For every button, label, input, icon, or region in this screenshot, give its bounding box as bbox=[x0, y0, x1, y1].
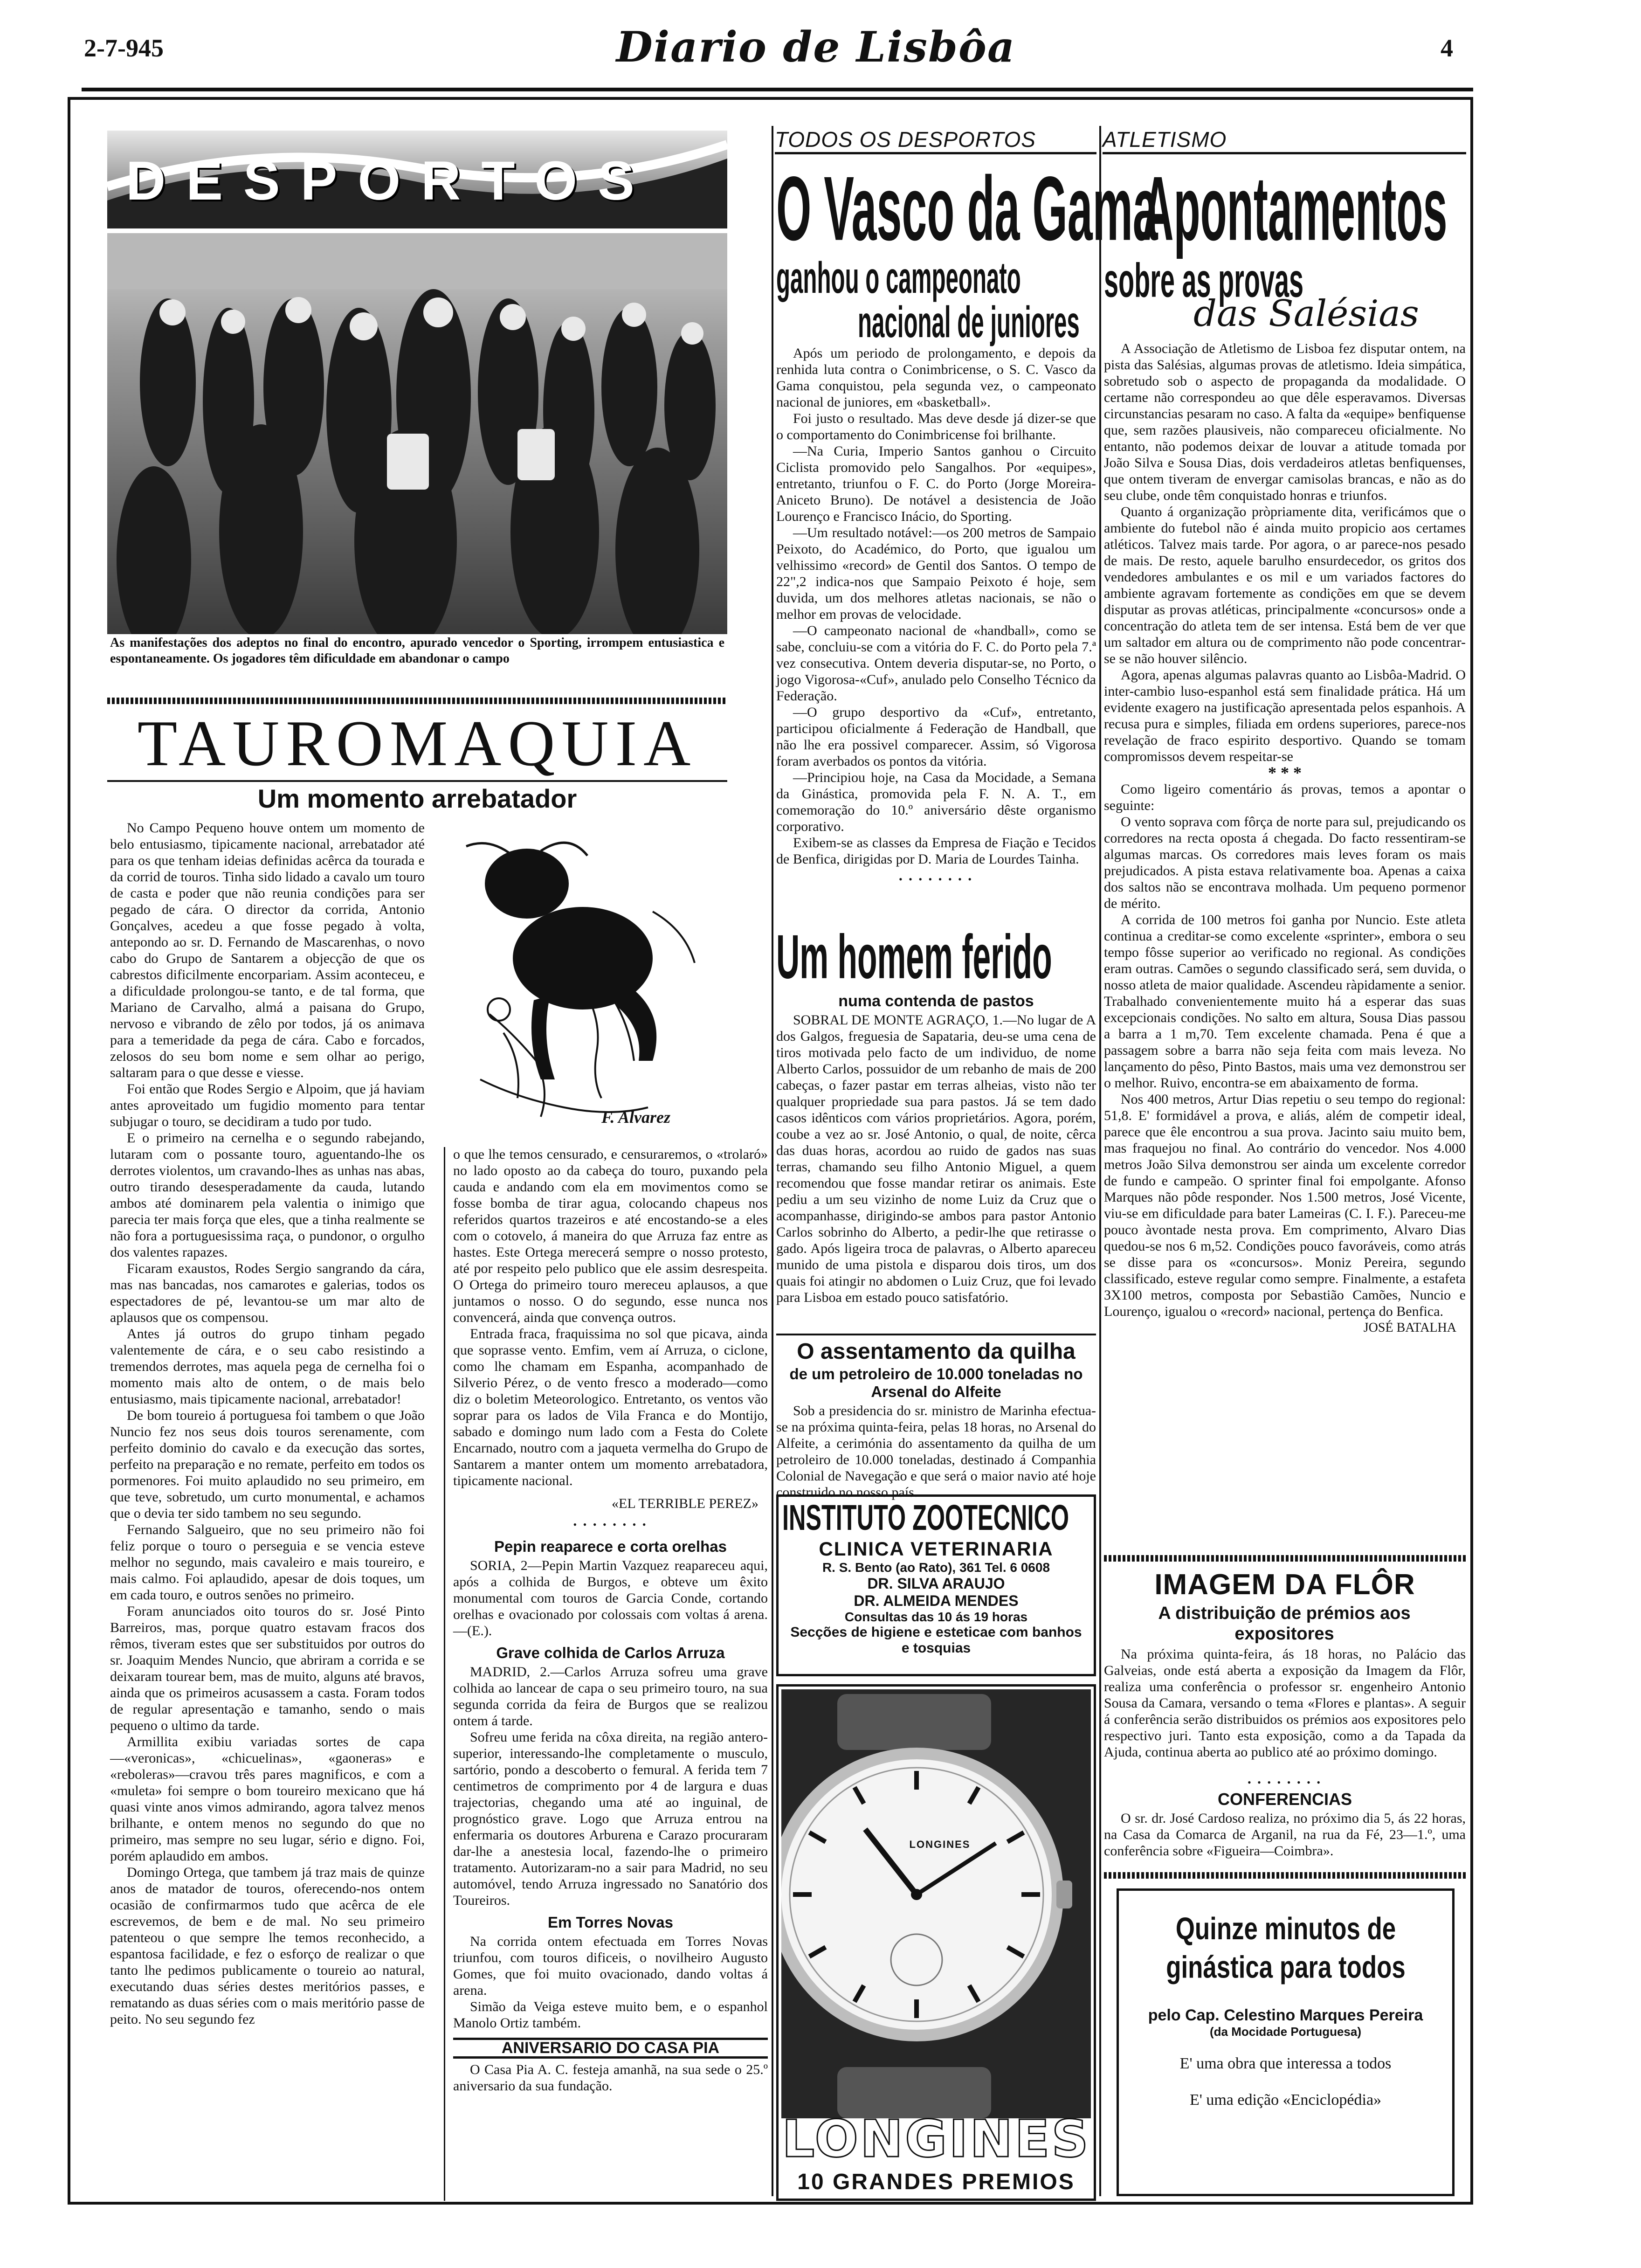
flor-body bbox=[1104, 1646, 1466, 1760]
tauromaquia-rule bbox=[107, 780, 727, 782]
vasco-headline: O Vasco da Gama bbox=[776, 158, 1158, 260]
paragraph: Armillita exibiu variadas sortes de capa—«veronicas», «chicuelinas», «gaoneras» e «reboleras»—cravou três pares magnificos, e com a «muleta» foi sempre o bom toureiro mexicano que há quasi vinte anos vimos admirando, agora talvez menos brilhante, e ontem menos no segundo do que no primeiro, mas sempre no seu lugar, sério e digno. Foi, porém aplaudido em ambos. bbox=[110, 1734, 425, 1864]
page-frame-left bbox=[68, 97, 70, 2205]
paragraph: —Um resultado notável:—os 200 metros de Sampaio Peixoto, do Académico, do Porto, que igualou um velhissimo «record» de Gentil dos Santos. O tempo de 22",2 indica-nos que Sampaio Peixoto é hoje, sem duvida, um dos melhores atletas nacionais, se não o melhor em provas de velocidade. bbox=[776, 525, 1096, 622]
ferido-headline: Um homem ferido bbox=[776, 921, 1052, 992]
paragraph: SORIA, 2—Pepin Martin Vazquez reapareceu aqui, após a colhida de Burgos, e obteve um êxito monumental com touros de Garcia Conde, cortando orelhas e ovacionado por colossais com voltas á arena.—(E.). bbox=[453, 1558, 768, 1639]
ad-longines bbox=[776, 1684, 1096, 2201]
ad-book bbox=[1117, 1888, 1455, 2196]
byline: JOSÉ BATALHA bbox=[1363, 1321, 1456, 1335]
paragraph: A Associação de Atletismo de Lisboa fez disputar ontem, na pista das Salésias, algumas provas de atletismo. Ideia simpática, sobretudo sob o aspecto de propaganda da modalidade. O certame não correspondeu ao que dêle esperavamos. Diversas circunstancias pesaram no caso. A falta da «equipe» benfiquense que, sem razões plausiveis, não compareceu oficialmente. No entanto, não podemos deixar de louvar a atitude tomada por João Silva e Sousa Dias, dois verdadeiros atletas benfiquenses, que ontem tiveram de envergar camisolas brancas, e não as do seu clube, onde têm conquistado honras e triunfos. bbox=[1104, 341, 1466, 503]
crowd-photo-image bbox=[107, 233, 727, 634]
ad-book-title: Quinze minutos de ginástica para todos bbox=[1165, 1911, 1406, 1985]
crowd-photo bbox=[107, 233, 727, 634]
ad-instituto-doc2: DR. ALMEIDA MENDES bbox=[854, 1592, 1019, 1609]
paragraph: SOBRAL DE MONTE AGRAÇO, 1.—No lugar de A dos Galgos, freguesia de Sapataria, deu-se uma cena de tiros motivada pelo facto de um individuo, de nome Alberto Carlos, possuidor de um rebanho de mais de 200 cabeças, o fazer pastar em terras alheias, visto não ter qualquer propriedade sua para pastos. Já se tem dado casos idênticos com vários proprietários. Agora, porém, coube a vez ao sr. José Antonio, o qual, de noite, cêrca das duas horas, acordou ao ruido de gados nas suas terras, chamando seu filho Antonio Miguel, a quem recomendou que fosse mandar retirar os animais. Este pediu a um seu vizinho de nome Luiz da Cruz que o acompanhasse, dirigindo-se ambos para pastor Antonio Carlos sobrinho do Alberto, a pedir-lhe que retirasse o gado. Após ligeira troca de palavras, o Alberto apareceu munido de uma pistola e disparou dois tiros, um dos quais foi atingir no abdomen o Luiz Cruz, que foi levado para Lisboa em estado pouco satisfatório. bbox=[776, 1012, 1096, 1305]
paragraph: Nos 400 metros, Artur Dias repetiu o seu tempo do regional: 51,8. E' formidável a prova, e aliás, além de competir ideal, parece que êle encontrou a sua prova. Jacinto saiu muito bem, mas fraquejou no final. Ao contrário do vencedor. Nos 4.000 metros João Silva demonstrou ser ainda um excelente corredor de fundo e campeão. O sprinter final foi empolgante. Afonso Marques não pôde responder. Nos 1.500 metros, José Vicente, viu-se em dificuldade para bater Lameiras (C. I. F.). Pareceu-me pouco àvontade nesta prova. Em comprimento, Alvaro Dias quedou-se nos 6 m,52. Condições pouco favoráveis, como atrás se disse para os «concursos». Moniz Pereira, segundo classificado, esteve regular como sempre. Finalmente, a estafeta 3X100 metros, composta por Sebastião Camões, Nuncio e Lourenço, igualou o «record» nacional, pertença do Benfica. bbox=[1104, 1092, 1466, 1319]
paragraph: O sr. dr. José Cardoso realiza, no próximo dia 5, ás 22 horas, na Casa da Comarca de Arganil, na rua da Fé, 23—1.º, uma conferência sobre «Figueira—Coimbra». bbox=[1104, 1811, 1466, 1859]
ad-book-line1: E' uma obra que interessa a todos bbox=[1179, 2055, 1392, 2072]
atletismo-headline: Apontamentos bbox=[1142, 158, 1448, 260]
paragraph: A corrida de 100 metros foi ganha por Nuncio. Este atleta continua a creditar-se como excelente «sprinter», embora o seu tempo fôsse superior ao verificado no regional. As condições eram outras. Camões o segundo classificado será, sem duvida, o nosso atleta de maior qualidade. Ascendeu ràpidamente a senior. Trabalhado convenientemente muito há a esperar das suas excepcionais condições. No salto em altura, Sousa Dias passou a barra a 1 m,70. Tem excelente chamada. Pena é que a passagem sobre a barra não seja feita com mais leveza. No lançamento do pêso, Pinto Bastos, mais uma vez demonstrou ser o melhor. Ruivo, encontra-se em abaixamento de forma. bbox=[1104, 912, 1466, 1091]
tauromaquia-title: TAUROMAQUIA bbox=[137, 707, 697, 780]
atletismo-body bbox=[1104, 340, 1466, 1336]
conferencias-rule bbox=[1104, 1872, 1466, 1879]
paragraph: Foi então que Rodes Sergio e Alpoim, que já haviam antes aproveitado um fugidio momento para tentar subjugar o touro, se decidiram a tudo por tudo. bbox=[110, 1081, 425, 1129]
paragraph: Na corrida ontem efectuada em Torres Novas triunfou, com touros dificeis, o novilheiro Augusto Gomes, que foi muito ovacionado, dando voltas á arena. bbox=[453, 1934, 768, 1998]
conferencias-headline: CONFERENCIAS bbox=[1217, 1790, 1352, 1809]
watch-icon bbox=[781, 1689, 1091, 2118]
desportos-logo-text: DESPORTOS bbox=[126, 150, 655, 212]
ad-instituto-title: INSTITUTO ZOOTECNICO bbox=[782, 1497, 1069, 1538]
paragraph: Antes já outros do grupo tinham pegado valentemente de cára, e o seu cabo resistindo a tremendos derrotes, mas aquela pega de cernelha foi o momento mais alto de ontem, o de mais belo entusiasmo, mais tipicamente nacional, arrebatador! bbox=[110, 1326, 425, 1407]
quilha-body bbox=[776, 1403, 1096, 1500]
paragraph: O Casa Pia A. C. festeja amanhã, na sua sede o 25.º aniversario da sua fundação. bbox=[453, 2062, 768, 2094]
paragraph: Agora, apenas algumas palavras quanto ao Lisbôa-Madrid. O inter-cambio luso-espanhol está sem finalidade prática. Há um evidente exagero na justificação apresentada pelos espanhois. A recusa pura e simples, filiada em ordens superiores, parece-nos revelação de fraco espirito desportivo. Quando se tomam compromissos devem respeitar-se bbox=[1104, 667, 1466, 764]
paragraph: Domingo Ortega, que tambem já traz mais de quinze anos de matador de touros, oferecendo-nos ontem ocasião de confirmarmos tudo que acêrca de ele escrevemos, de bem e de mal. No seu primeiro patenteou o que sempre lhe temos reconhecido, a espantosa facilidade, e fez o esforço de realizar o que tanto lhe pedimos publicamente o toureio ao natural, executando duas séries destes meritórios passes, e rematando as duas séries com o mais meritório passe de peito. No seu segundo fez bbox=[110, 1865, 425, 2027]
watch-dial-brand: LONGINES bbox=[909, 1839, 971, 1850]
inner-column-rule bbox=[444, 1147, 445, 2201]
flor-subhead: A distribuição de prémios aos expositores bbox=[1158, 1604, 1411, 1644]
issue-date: 2-7-945 bbox=[84, 34, 164, 62]
flor-headline: IMAGEM DA FLÔR bbox=[1154, 1569, 1415, 1601]
paragraph: —Na Curia, Imperio Santos ganhou o Circuito Ciclista promovido pelo Sangalhos. Por «equipes», entretanto, triunfou o F. C. do Porto (Jorge Moreira-Aniceto Bruno). De notável a desistencia de João Lourenço e Francisco Inácio, do Sporting. bbox=[776, 443, 1096, 524]
column-rule-2 bbox=[1099, 126, 1101, 2196]
torres-headline: Em Torres Novas bbox=[548, 1914, 673, 1931]
paragraph: Após um periodo de prolongamento, e depois da renhida luta contra o Conimbricense, o S. C. Vasco da Gama conquistou, pela segunda vez, o campeonato nacional de juniores, em «basketball». bbox=[776, 346, 1096, 410]
page-number: 4 bbox=[1441, 34, 1453, 62]
ad-longines-tagline: 10 GRANDES PREMIOS bbox=[797, 2170, 1075, 2194]
paragraph: —Principiou hoje, na Casa da Mocidade, a Semana da Ginástica, promovida pela F. N. A. T., em comemoração do 10.º aniversário dêste organismo corporativo. bbox=[776, 770, 1096, 834]
paragraph: O vento soprava com fôrça de norte para sul, prejudicando os corredores na recta oposta á chegada. Do facto ressentiram-se algumas marcas. Os corredores mais leves foram os mais prejudicados. A pista estava relativamente boa. Apenas a caixa dos saltos não se encontrava molhada. Um pequeno pormenor de mérito. bbox=[1104, 814, 1466, 911]
paragraph: —O campeonato nacional de «handball», como se sabe, concluiu-se com a vitória do F. C. do Porto pela 7.ª vez consecutiva. Ontem deveria disputar-se, no Porto, o jogo Vigorosa-«Cuf», anulado pelo Conselho Técnico da Federação. bbox=[776, 623, 1096, 704]
section-tag-todos: TODOS OS DESPORTOS bbox=[775, 127, 1096, 154]
paragraph: No Campo Pequeno houve ontem um momento de belo entusiasmo, tipicamente nacional, arrebatador até para os que tenham ideias definidas acêrca da tourada e da corrid de touros. Tinha sido lidado a cavalo um touro de casta e poder que não reunia condições para ser pegado de cára. O director da corrida, Antonio Gonçalves, acedeu a que fosse pegado à volta, antepondo ao sr. D. Fernando de Mascarenhas, o novo cabo do Grupo de Santarem a objecção de que os cabrestos dificilmente encorpariam. Assim aconteceu, e a dificuldade prolongou-se tanto, e de tal forma, que Mariano de Carvalho, almá a paisana do Grupo, nervoso e vibrando de zêlo por todos, já os animava para a temeridade da pega de cára. Cabo e forcados, zelosos do seu bom nome e sem olhar ao perigo, saltaram para o que desse e viesse. bbox=[110, 820, 425, 1080]
paragraph: o que lhe temos censurado, e censuraremos, o «trolaró» no lado oposto ao da cabeça do touro, puxando pela cauda e andando com ela em movimentos como se fosse bomba de tirar agua, colocando chapeus nos referidos quartos trazeiros e até encostando-se a eles com o cotovelo, á maneira do que Arruza faz entre as hastes. Este Ortega merecerá sempre o nosso protesto, até por respeito pelo publico que ele assim desrespeita. O Ortega do primeiro touro mereceu aplausos, a que juntamos o nosso. O do segundo, esse nunca nos convencerá, ainda que convença outros. bbox=[453, 1147, 768, 1325]
caption-rule bbox=[107, 698, 727, 704]
casapia-headline: ANIVERSARIO DO CASA PIA bbox=[453, 2038, 768, 2059]
masthead bbox=[0, 0, 1641, 93]
star-separator: * * * bbox=[1268, 763, 1302, 782]
paragraph: Como ligeiro comentário ás provas, temos a apontar o seguinte: bbox=[1104, 781, 1466, 813]
page-frame-right bbox=[1470, 97, 1473, 2205]
paragraph: Na próxima quinta-feira, ás 18 horas, no Palácio das Galveias, onde está aberta a exposição da Imagem da Flôr, realiza uma conferência o professor sr. engenheiro Antonio Sousa da Camara, versando o tema «Flores e plantas». A seguir á conferência serão distribuidos os prémios aos expositores pelo respectivo juri. Tanto esta exposição, como a da Tapada da Ajuda, continua aberta ao publico até ao próximo domingo. bbox=[1104, 1646, 1466, 1760]
bull-drawing-icon bbox=[434, 818, 732, 1135]
newspaper-title: Diario de Lisbôa bbox=[616, 22, 1016, 72]
dot-separator: • • • • • • • • bbox=[1247, 1777, 1323, 1788]
arruza-headline: Grave colhida de Carlos Arruza bbox=[496, 1644, 725, 1661]
artist-signature: F. Alvarez bbox=[601, 1108, 671, 1127]
flor-rule bbox=[1104, 1555, 1466, 1562]
paragraph: Exibem-se as classes da Empresa de Fiação e Tecidos de Benfica, dirigidas por D. Maria de Lourdes Tainha. bbox=[776, 835, 1096, 867]
paragraph: Foi justo o resultado. Mas deve desde já dizer-se que o comportamento do Conimbricense foi brilhante. bbox=[776, 411, 1096, 443]
paragraph: Simão da Veiga esteve muito bem, e o espanhol Manolo Ortiz também. bbox=[453, 1999, 768, 2031]
paragraph: Quanto á organização pròpriamente dita, verificámos que o ambiente do futebol não é ainda muito propicio aos certames atléticos. Talvez mais tarde. Por agora, o ar parece-nos pesado de mais. De resto, aquele barulho ensurdecedor, os gritos dos vendedores ambulantes e os mil e um variados factores do ambiente agravam fortemente as condições em que se devem disputar as provas atléticas, principalmente «concursos» onde a concentração do atleta tem de ser intensa. Está bem de ver que um saltador em altura ou de comprimento não pode concentrar-se se não houver silêncio. bbox=[1104, 504, 1466, 666]
paragraph: De bom toureio á portuguesa foi tambem o que João Nuncio fez nos seus dois touros serenamente, com perfeito dominio do cavalo e da execução das sortes, perfeito na preparação e no remate, perfeito em todos os pormenores. Foi muito aplaudido no seu primeiro, em que teve, sobretudo, um curto monumental, e achamos que o devia ter sido tambem no seu segundo. bbox=[110, 1408, 425, 1521]
quilha-headline: O assentamento da quilha bbox=[797, 1339, 1076, 1364]
ad-book-line2: E' uma edição «Enciclopédia» bbox=[1189, 2091, 1382, 2109]
paragraph: Ficaram exaustos, Rodes Sergio sangrando da cára, mas nas bancadas, nos camarotes e galerias, todos os espectadores de pé, levantou-se um mar alto de aplausos que os compensou. bbox=[110, 1261, 425, 1325]
dot-separator: • • • • • • • • bbox=[898, 873, 974, 885]
ad-instituto-doc1: DR. SILVA ARAUJO bbox=[867, 1575, 1005, 1592]
vasco-body bbox=[776, 345, 1096, 887]
masthead-rule bbox=[82, 88, 1473, 91]
ad-instituto-address: R. S. Bento (ao Rato), 361 Tel. 6 0608 bbox=[822, 1560, 1050, 1575]
paragraph: Entrada fraca, fraquissima no sol que picava, ainda que soprasse vento. Emfim, vem aí Arruza, o ciclone, como lhe chamam em Espanha, acompanhado de Silverio Pérez, o de vento fresco a moderado—como diz o boletim Meteorologico. Entretanto, os ventos vão soprar para os lados de Vila Franca e do Montijo, sabado e domingo num lado com a Festa do Colete Encarnado, noutro com a jaqueta vermelha do Grupo de Santarem a manter ontem um momento arrebatadora, tipicamente nacional. bbox=[453, 1326, 768, 1488]
paragraph: Sob a presidencia do sr. ministro de Marinha efectua-se na próxima quinta-feira, pelas 18 horas, no Arsenal do Alfeite, a cerimónia do assentamento da quilha de um petroleiro de 10.000 toneladas, destinado á Companhia Colonial de Navegação e que será o maior navio até hoje construido no nosso país. bbox=[776, 1403, 1096, 1500]
ferido-subhead: numa contenda de pastos bbox=[838, 992, 1034, 1010]
vasco-subhead-1: ganhou o campeonato bbox=[776, 254, 1021, 303]
paragraph: Fernando Salgueiro, que no seu primeiro não foi feliz porque o touro o perseguia e se vencia esteve melhor no segundo, mais cavaleiro e mais toureiro, e mais calmo. Foi aplaudido, apesar de dois toques, um em cada touro, e outros senões no primeiro. bbox=[110, 1522, 425, 1603]
page-frame-bottom bbox=[68, 2202, 1473, 2205]
ad-book-author-note: (da Mocidade Portuguesa) bbox=[1209, 2025, 1362, 2039]
paragraph: MADRID, 2.—Carlos Arruza sofreu uma grave colhida ao lancear de capa o seu primeiro touro, na sua segunda corrida da feira de Burgos que se realizou ontem á tarde. bbox=[453, 1664, 768, 1729]
dot-separator: • • • • • • • • bbox=[573, 1519, 648, 1530]
ad-instituto bbox=[776, 1494, 1096, 1676]
paragraph: E o primeiro na cernelha e o segundo rabejando, lutaram com o possante touro, aguentando-lhe os derrotes violentos, um cravando-lhes as unhas nas abas, outro tirando desesperadamente da cauda, lutando ambos até dominarem pela valentia o inimigo que parecia ter mais força que eles, que a tinha realmente se não fora a portuguesissima raça, o pundonor, o orgulho dos valentes rapazes. bbox=[110, 1130, 425, 1260]
bull-illustration bbox=[434, 818, 732, 1135]
section-tag-atletismo: ATLETISMO bbox=[1103, 127, 1466, 154]
ad-book-author: pelo Cap. Celestino Marques Pereira bbox=[1148, 2006, 1423, 2024]
page-frame-top bbox=[68, 97, 1473, 100]
ad-instituto-sections: Secções de higiene e esteticae com banhos e tosquias bbox=[790, 1625, 1082, 1656]
ferido-rule bbox=[776, 1334, 1096, 1335]
paragraph: Sofreu ume ferida na côxa direita, na região antero-superior, interessando-lhe completamente o musculo, sartório, pondo a descoberto o femural. A ferida tem 7 centimetros de comprimento por 4 de largura e duas trajectorias, chegando uma até ao inguinal, de prognóstico grave. Logo que Arruza entrou na enfermaria os doutores Arburena e Carazo procuraram dar-lhe a anestesia local, fazendo-lhe o primeiro tratamento. Autorizaram-no a sair para Madrid, no seu automóvel, tendo Arruza ingressado no Sanatório dos Toureiros. bbox=[453, 1729, 768, 1908]
pepin-headline: Pepin reaparece e corta orelhas bbox=[494, 1538, 727, 1555]
tauromaquia-col2 bbox=[453, 1146, 768, 2094]
quilha-subhead: de um petroleiro de 10.000 toneladas no Arsenal do Alfeite bbox=[789, 1365, 1083, 1400]
ad-longines-brand: LONGINES bbox=[782, 2109, 1090, 2169]
tauromaquia-headline: Um momento arrebatador bbox=[257, 784, 577, 813]
column-rule-1 bbox=[772, 126, 773, 2196]
ad-instituto-sub: CLINICA VETERINARIA bbox=[819, 1538, 1054, 1560]
ferido-body bbox=[776, 1012, 1096, 1306]
paragraph: Foram anunciados oito touros do sr. José Pinto Barreiros, mas, porque quatro estavam fracos dos rêmos, tiveram estes que ser substituidos por outros do sr. Joaquim Mendes Nuncio, que abriram a corrida e se deixaram tourear bem, mas de muito, alguns até bravos, ainda que os primeiros acusassem a casta. Foram todos de regular apresentação e tamanho, sendo o mais pequeno o ultimo da tarde. bbox=[110, 1604, 425, 1733]
ad-instituto-hours: Consultas das 10 ás 19 horas bbox=[844, 1610, 1028, 1624]
conferencias-body bbox=[1104, 1810, 1466, 1859]
desportos-logo bbox=[107, 131, 727, 228]
tauromaquia-col1 bbox=[110, 820, 425, 2027]
vasco-subhead-2: nacional de juniores bbox=[858, 298, 1080, 347]
author-signature: «EL TERRIBLE PEREZ» bbox=[612, 1496, 758, 1511]
atletismo-subhead-2: das Salésias bbox=[1193, 293, 1419, 335]
atletismo-subhead-1: sobre as provas bbox=[1104, 254, 1304, 308]
photo-caption: As manifestações dos adeptos no final do encontro, apurado vencedor o Sporting, irrompem entusiastica e espontaneamente. Os jogadores têm dificuldade em abandonar o campo bbox=[110, 636, 724, 666]
paragraph: —O grupo desportivo da «Cuf», entretanto, participou oficialmente á Federação de Handball, que não lhe era possivel comparecer. Assim, só Vigorosa foram averbados os pontos da vitória. bbox=[776, 705, 1096, 769]
